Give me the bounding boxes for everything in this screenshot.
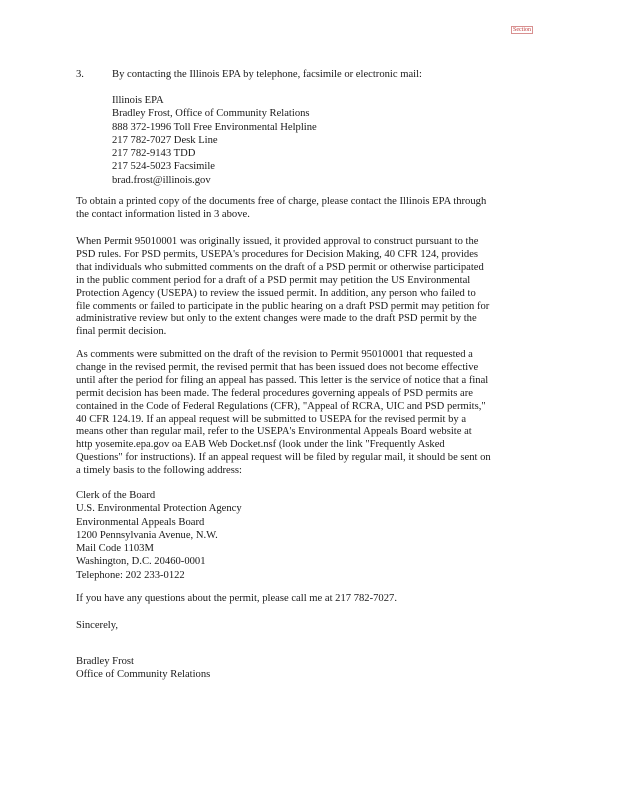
page-stamp: Section [513, 27, 531, 33]
closing: Sincerely, [76, 620, 118, 631]
contact-line: 217 524-5023 Facsimile [112, 161, 215, 173]
signature-name: Bradley Frost [76, 656, 134, 667]
text-line: When Permit 95010001 was originally issued, it provided approval to construct pursuant to the [76, 236, 479, 247]
text-line: Questions" for instructions). If an appeal request will be filed by regular mail, it should be sent on [76, 452, 491, 464]
text-line: PSD rules. For PSD permits, USEPA's procedures for Decision Making, 40 CFR 124, provides [76, 248, 479, 260]
contact-line: 888 372-1996 Toll Free Environmental Helpline [112, 121, 317, 133]
text-line: the contact information listed in 3 above. [76, 208, 250, 220]
text-line: http yosemite.epa.gov oa EAB Web Docket.nsf (look under the link "Frequently Asked [76, 439, 445, 451]
address-block [76, 489, 516, 582]
contact-line: Illinois EPA [112, 95, 164, 106]
text-line: permit decision has been made. The federal procedures governing appeals of PSD permits are [76, 387, 473, 399]
item-3-text: By contacting the Illinois EPA by telephone, facsimile or electronic mail: [112, 69, 422, 80]
text-line: 40 CFR 124.19. If an appeal request will be submitted to USEPA for the revised permit by a [76, 413, 467, 425]
text-line: until after the period for filing an appeal has passed. This letter is the service of notice that a final [76, 374, 489, 386]
address-line: Clerk of the Board [76, 490, 156, 501]
text-line: administrative review but only to the extent changes were made to the draft PSD permit by the [76, 313, 477, 325]
item-number: 3. [76, 69, 84, 80]
text-line: final permit decision. [76, 326, 167, 338]
address-line: Environmental Appeals Board [76, 516, 205, 528]
paragraph-appeal-process [76, 349, 516, 478]
contact-line: 217 782-7027 Desk Line [112, 134, 218, 146]
signature-office: Office of Community Relations [76, 668, 211, 680]
address-line: Washington, D.C. 20460-0001 [76, 556, 206, 568]
text-line: contained in the Code of Federal Regulations (CFR), "Appeal of RCRA, UIC and PSD permits," [76, 400, 486, 412]
text-line: As comments were submitted on the draft of the revision to Permit 95010001 that requested a [76, 349, 473, 360]
contact-line: 217 782-9143 TDD [112, 148, 196, 160]
text-line: change in the revised permit, the revised permit that has been issued does not become effective [76, 361, 479, 373]
text-line: Protection Agency (USEPA) to review the issued permit. In addition, any person who failed to [76, 287, 476, 299]
signature-block [76, 656, 516, 682]
text-line: that individuals who submitted comments on the draft of a PSD permit or otherwise participated [76, 261, 484, 273]
paragraph-questions: If you have any questions about the permit, please call me at 217 782-7027. [76, 593, 397, 604]
address-line: Telephone: 202 233-0122 [76, 569, 185, 581]
contact-email: brad.frost@illinois.gov [112, 174, 211, 186]
paragraph-permit-history [76, 236, 516, 339]
address-line: U.S. Environmental Protection Agency [76, 503, 242, 515]
contact-block [112, 94, 317, 187]
address-line: 1200 Pennsylvania Avenue, N.W. [76, 529, 218, 541]
text-line: file comments or failed to participate in the public hearing on a draft PSD permit may petition for [76, 300, 490, 312]
address-line: Mail Code 1103M [76, 543, 154, 555]
text-line: means other than regular mail, refer to the USEPA's Environmental Appeals Board website at [76, 426, 472, 438]
contact-line: Bradley Frost, Office of Community Relations [112, 108, 310, 120]
text-line: in the public comment period for a draft of a PSD permit may petition the US Environmental [76, 274, 471, 286]
text-line: a timely basis to the following address: [76, 465, 242, 477]
text-line: To obtain a printed copy of the documents free of charge, please contact the Illinois EPA through [76, 196, 487, 207]
paragraph-obtain-copy [76, 196, 516, 222]
